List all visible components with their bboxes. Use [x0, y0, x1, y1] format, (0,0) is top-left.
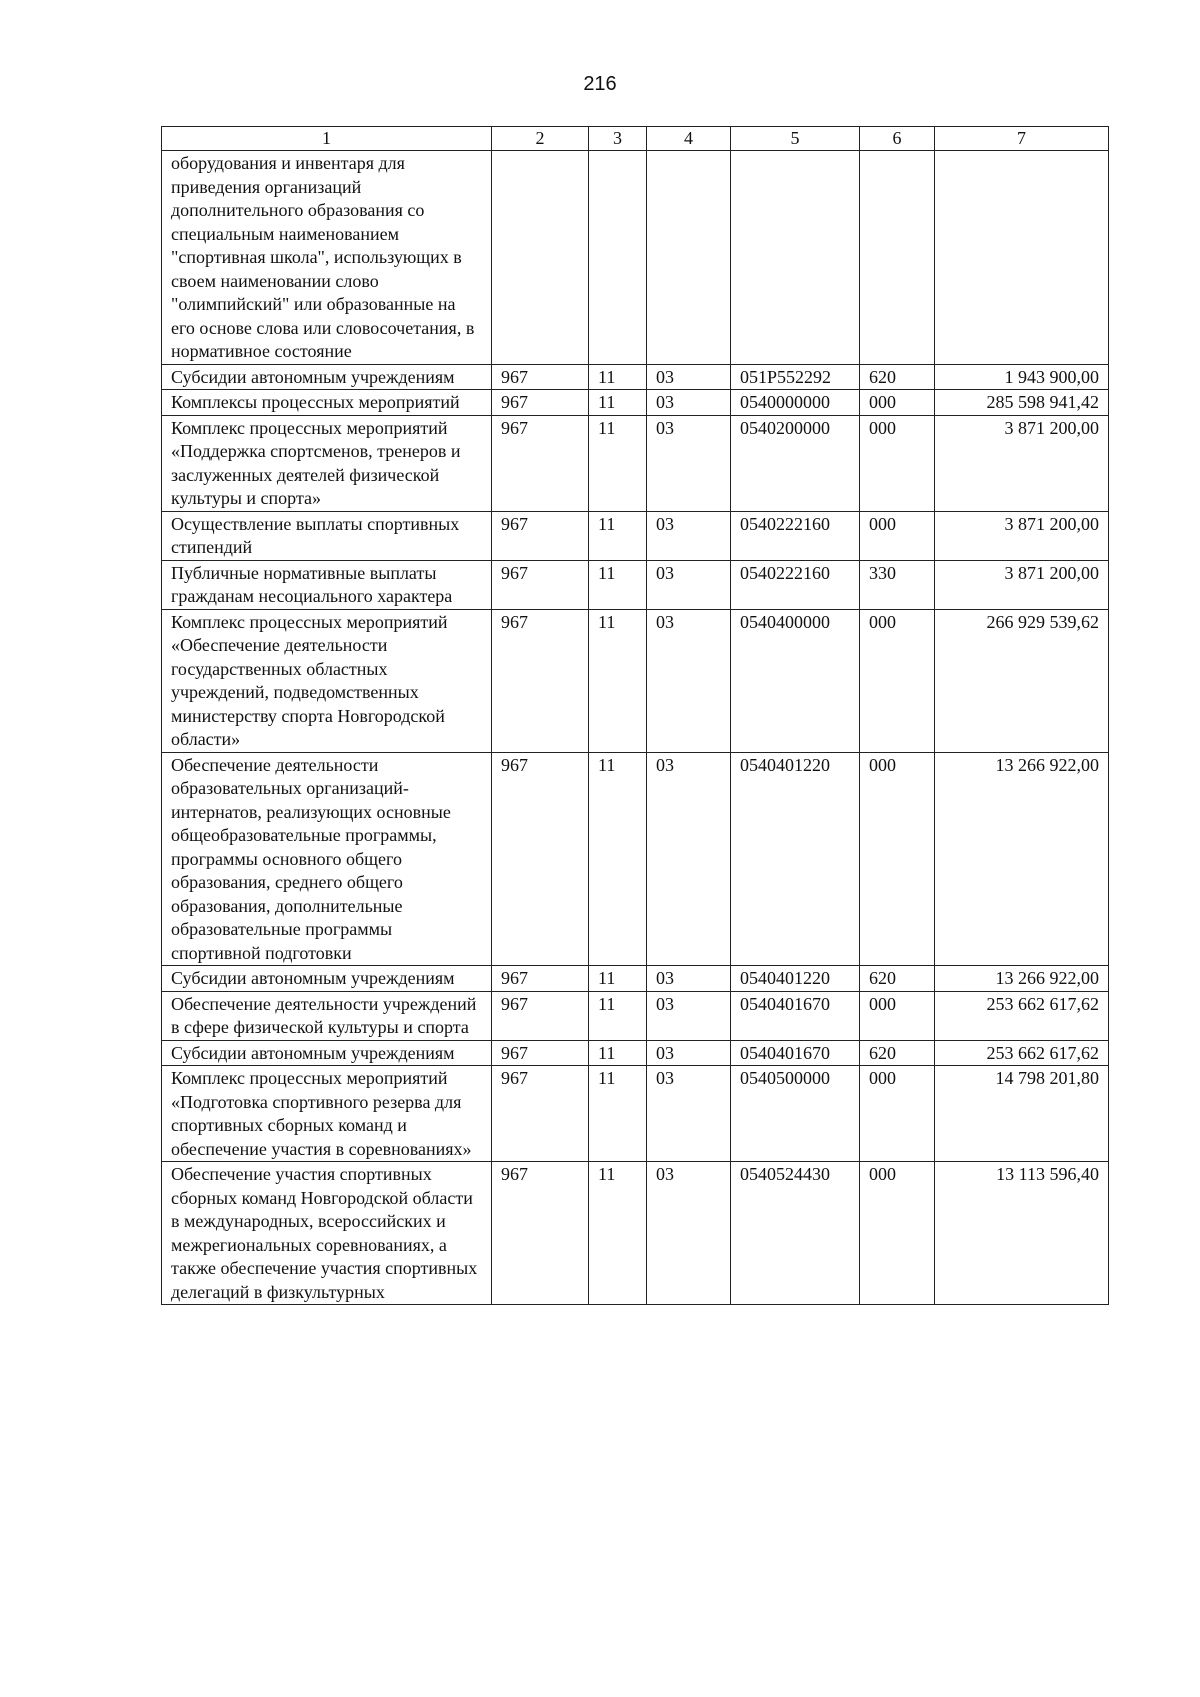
table-cell-col-4: 03 [647, 560, 731, 609]
table-cell-col-1: Осуществление выплаты спортивных стипендий [162, 511, 492, 560]
table-row [162, 991, 1109, 1040]
table-cell-col-3: 11 [589, 991, 647, 1040]
table-cell-col-4 [647, 151, 731, 365]
table-cell-col-2: 967 [492, 1066, 589, 1162]
table-row [162, 511, 1109, 560]
table-header-row [162, 127, 1109, 151]
table-cell-col-4: 03 [647, 1066, 731, 1162]
table-cell-col-3: 11 [589, 560, 647, 609]
page-number: 216 [583, 73, 617, 95]
table-cell-col-3: 11 [589, 609, 647, 752]
table-cell-col-6: 620 [860, 1040, 935, 1066]
table-cell-col-3: 11 [589, 1040, 647, 1066]
column-header-2: 2 [492, 127, 589, 151]
table-cell-col-2: 967 [492, 966, 589, 992]
table-row [162, 966, 1109, 992]
table-cell-col-3 [589, 151, 647, 365]
table-cell-col-2: 967 [492, 364, 589, 390]
table-cell-col-4: 03 [647, 1040, 731, 1066]
table-cell-col-7: 14 798 201,80 [935, 1066, 1109, 1162]
table-cell-col-3: 11 [589, 1066, 647, 1162]
table-cell-col-7: 285 598 941,42 [935, 390, 1109, 416]
table-row [162, 364, 1109, 390]
table-cell-col-3: 11 [589, 511, 647, 560]
column-header-7: 7 [935, 127, 1109, 151]
table-cell-col-1: Комплекс процессных мероприятий «Поддержка спортсменов, тренеров и заслуженных деятелей физической культуры и спорта» [162, 415, 492, 511]
table-cell-col-5: 0540400000 [731, 609, 860, 752]
table-row [162, 1040, 1109, 1066]
table-cell-col-4: 03 [647, 1162, 731, 1305]
table-cell-col-7: 13 266 922,00 [935, 752, 1109, 966]
table-cell-col-5 [731, 151, 860, 365]
table-cell-col-5: 0540222160 [731, 511, 860, 560]
table-cell-col-1: Обеспечение деятельности учреждений в сфере физической культуры и спорта [162, 991, 492, 1040]
table-cell-col-1: Комплексы процессных мероприятий [162, 390, 492, 416]
table-cell-col-7 [935, 151, 1109, 365]
table-cell-col-4: 03 [647, 390, 731, 416]
column-header-4: 4 [647, 127, 731, 151]
table-cell-col-4: 03 [647, 511, 731, 560]
table-cell-col-5: 051P552292 [731, 364, 860, 390]
table-cell-col-7: 3 871 200,00 [935, 560, 1109, 609]
table-cell-col-1: Субсидии автономным учреждениям [162, 966, 492, 992]
table-cell-col-3: 11 [589, 752, 647, 966]
table-cell-col-6 [860, 151, 935, 365]
table-row [162, 609, 1109, 752]
table-cell-col-6: 000 [860, 511, 935, 560]
table-cell-col-2: 967 [492, 415, 589, 511]
table-cell-col-1: Комплекс процессных мероприятий «Подготовка спортивного резерва для спортивных сборных команд и обеспечение участия в соревнованиях» [162, 1066, 492, 1162]
table-cell-col-4: 03 [647, 415, 731, 511]
table-cell-col-1: Обеспечение участия спортивных сборных команд Новгородской области в международных, всероссийских и межрегиональных соревнованиях, а также обеспечение участия спортивных делегаций в физкультурных [162, 1162, 492, 1305]
table-cell-col-6: 000 [860, 752, 935, 966]
table-cell-col-7: 3 871 200,00 [935, 511, 1109, 560]
table-cell-col-3: 11 [589, 1162, 647, 1305]
table-cell-col-2: 967 [492, 511, 589, 560]
column-header-1: 1 [162, 127, 492, 151]
table-cell-col-3: 11 [589, 415, 647, 511]
table-cell-col-5: 0540200000 [731, 415, 860, 511]
table-cell-col-2: 967 [492, 560, 589, 609]
table-row [162, 752, 1109, 966]
table-cell-col-3: 11 [589, 364, 647, 390]
table-cell-col-5: 0540401670 [731, 991, 860, 1040]
column-header-5: 5 [731, 127, 860, 151]
column-header-6: 6 [860, 127, 935, 151]
table-cell-col-5: 0540222160 [731, 560, 860, 609]
table-cell-col-2: 967 [492, 752, 589, 966]
table-row [162, 1066, 1109, 1162]
table-cell-col-4: 03 [647, 752, 731, 966]
table-cell-col-2: 967 [492, 1040, 589, 1066]
table-row [162, 1162, 1109, 1305]
table-cell-col-6: 000 [860, 991, 935, 1040]
table-cell-col-3: 11 [589, 966, 647, 992]
table-cell-col-5: 0540401670 [731, 1040, 860, 1066]
table-cell-col-7: 1 943 900,00 [935, 364, 1109, 390]
table-cell-col-4: 03 [647, 364, 731, 390]
table-cell-col-6: 330 [860, 560, 935, 609]
table-body [162, 151, 1109, 1305]
table-cell-col-6: 000 [860, 1162, 935, 1305]
table-cell-col-2: 967 [492, 1162, 589, 1305]
table-row [162, 415, 1109, 511]
table-cell-col-5: 0540401220 [731, 752, 860, 966]
table-cell-col-4: 03 [647, 609, 731, 752]
budget-table [161, 126, 1109, 1305]
table-cell-col-3: 11 [589, 390, 647, 416]
table-cell-col-4: 03 [647, 966, 731, 992]
table-cell-col-7: 253 662 617,62 [935, 991, 1109, 1040]
table-cell-col-1: оборудования и инвентаря для приведения организаций дополнительного образования со специальным наименованием "спортивная школа", использующих в своем наименовании слово "олимпийский" или образованные на его основе слова или словосочетания, в нормативное состояние [162, 151, 492, 365]
table-cell-col-4: 03 [647, 991, 731, 1040]
table-cell-col-6: 620 [860, 966, 935, 992]
table-row [162, 560, 1109, 609]
table-cell-col-7: 253 662 617,62 [935, 1040, 1109, 1066]
column-header-3: 3 [589, 127, 647, 151]
table-cell-col-1: Субсидии автономным учреждениям [162, 364, 492, 390]
table-cell-col-2 [492, 151, 589, 365]
table-cell-col-1: Комплекс процессных мероприятий «Обеспечение деятельности государственных областных учреждений, подведомственных министерству спорта Новгородской области» [162, 609, 492, 752]
table-cell-col-6: 620 [860, 364, 935, 390]
table-cell-col-1: Обеспечение деятельности образовательных организаций-интернатов, реализующих основные общеобразовательные программы, программы основного общего образования, среднего общего образования, дополнительные образовательные программы спортивной подготовки [162, 752, 492, 966]
table-cell-col-7: 3 871 200,00 [935, 415, 1109, 511]
table-cell-col-6: 000 [860, 1066, 935, 1162]
table-cell-col-1: Публичные нормативные выплаты гражданам несоциального характера [162, 560, 492, 609]
table-cell-col-2: 967 [492, 390, 589, 416]
table-row [162, 151, 1109, 365]
table-cell-col-7: 13 266 922,00 [935, 966, 1109, 992]
table-cell-col-6: 000 [860, 415, 935, 511]
table-cell-col-2: 967 [492, 991, 589, 1040]
table-cell-col-5: 0540401220 [731, 966, 860, 992]
table-row [162, 390, 1109, 416]
table-cell-col-5: 0540524430 [731, 1162, 860, 1305]
table-cell-col-7: 266 929 539,62 [935, 609, 1109, 752]
table-cell-col-5: 0540000000 [731, 390, 860, 416]
table-cell-col-6: 000 [860, 609, 935, 752]
table-cell-col-6: 000 [860, 390, 935, 416]
table-cell-col-1: Субсидии автономным учреждениям [162, 1040, 492, 1066]
table-cell-col-7: 13 113 596,40 [935, 1162, 1109, 1305]
table-cell-col-5: 0540500000 [731, 1066, 860, 1162]
table-cell-col-2: 967 [492, 609, 589, 752]
